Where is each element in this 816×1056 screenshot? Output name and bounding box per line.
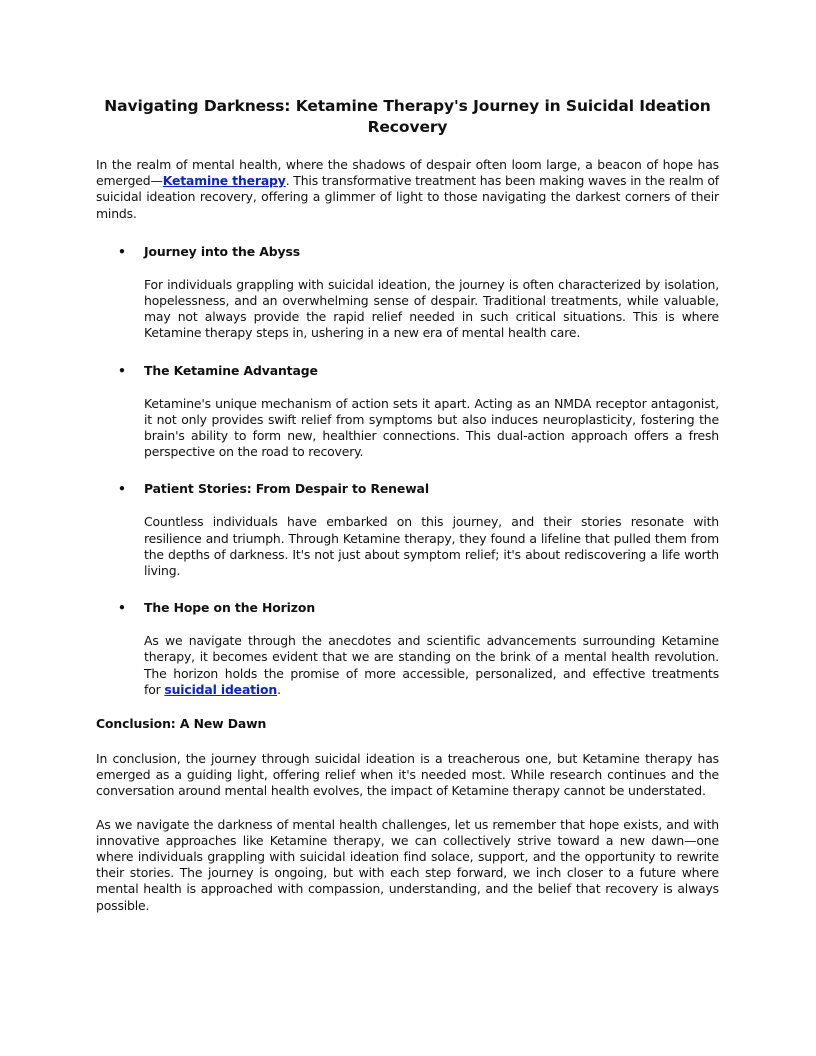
page-title: Navigating Darkness: Ketamine Therapy's Journey in Suicidal Ideation Recovery <box>104 97 711 136</box>
section-list <box>96 244 719 698</box>
section-body: Countless individuals have embarked on this journey, and their stories resonate with resilience and triumph. Through Ketamine therapy, they found a lifeline that pulled them from the depths of darkness. It's not just about symptom relief; it's about rediscovering a life worth living. <box>144 514 719 579</box>
section-item-ketamine-advantage <box>96 363 719 461</box>
for-text: for <box>144 681 165 697</box>
suicidal-ideation-link[interactable]: suicidal ideation <box>164 681 278 697</box>
section-body: For individuals grappling with suicidal ideation, the journey is often characterized by isolation, hopelessness, and an overwhelming sense of despair. Traditional treatments, while valuable, may not always provide the rapid relief needed in such critical situations. This is where Ketamine therapy steps in, ushering in a new era of mental health care. <box>144 276 719 341</box>
section-body: As we navigate through the anecdotes and scientific advancements surrounding Ketamine therapy, it becomes evident that we are standing on the brink of a mental health revolution. The horizon holds the promise of more accessible, personalized, and effective treatments <box>144 633 719 681</box>
section-heading: The Hope on the Horizon <box>144 600 316 616</box>
conclusion-paragraph-1: In conclusion, the journey through suicidal ideation is a treacherous one, but Ketamine therapy has emerged as a guiding light, offering relief when it's needed most. While research continues and the conversation around mental health evolves, the impact of Ketamine therapy cannot be understated. <box>96 751 719 799</box>
bullet-icon: • <box>118 600 126 616</box>
section-item-hope-on-the-horizon <box>96 600 719 698</box>
section-body-continuation <box>144 682 719 698</box>
conclusion-heading: Conclusion: A New Dawn <box>96 716 267 732</box>
bullet-icon: • <box>118 481 126 497</box>
intro-paragraph <box>96 157 719 222</box>
section-body: Ketamine's unique mechanism of action sets it apart. Acting as an NMDA receptor antagonist, it not only provides swift relief from symptoms but also induces neuroplasticity, fostering the brain's ability to form new, healthier connections. This dual-action approach offers a fresh perspective on the road to recovery. <box>144 395 719 460</box>
section-item-patient-stories <box>96 481 719 579</box>
section-heading: The Ketamine Advantage <box>144 362 318 378</box>
section-heading: Journey into the Abyss <box>144 243 301 259</box>
bullet-icon: • <box>118 362 126 378</box>
section-heading: Patient Stories: From Despair to Renewal <box>144 481 429 497</box>
period-text: . <box>277 681 281 697</box>
bullet-icon: • <box>118 243 126 259</box>
section-item-journey-into-the-abyss <box>96 244 719 342</box>
conclusion-paragraph-2: As we navigate the darkness of mental health challenges, let us remember that hope exists, and with innovative approaches like Ketamine therapy, we can collectively strive toward a new dawn—one where individuals grappling with suicidal ideation find solace, support, and the opportunity to rewrite their stories. The journey is ongoing, but with each step forward, we inch closer to a future where mental health is approached with compassion, understanding, and the belief that recovery is always possible. <box>96 816 719 913</box>
ketamine-therapy-link[interactable]: Ketamine therapy <box>162 173 286 189</box>
document-page <box>96 96 719 914</box>
intro-text-before-link: In the realm of mental health, where the shadows of despair often loom large, a beacon of hope has emerged— <box>96 157 719 189</box>
intro-text-after-link: . This transformative treatment has been making waves in the realm of suicidal ideation recovery, offering a glimmer of light to those navigating the darkest corners of their minds. <box>96 173 719 221</box>
